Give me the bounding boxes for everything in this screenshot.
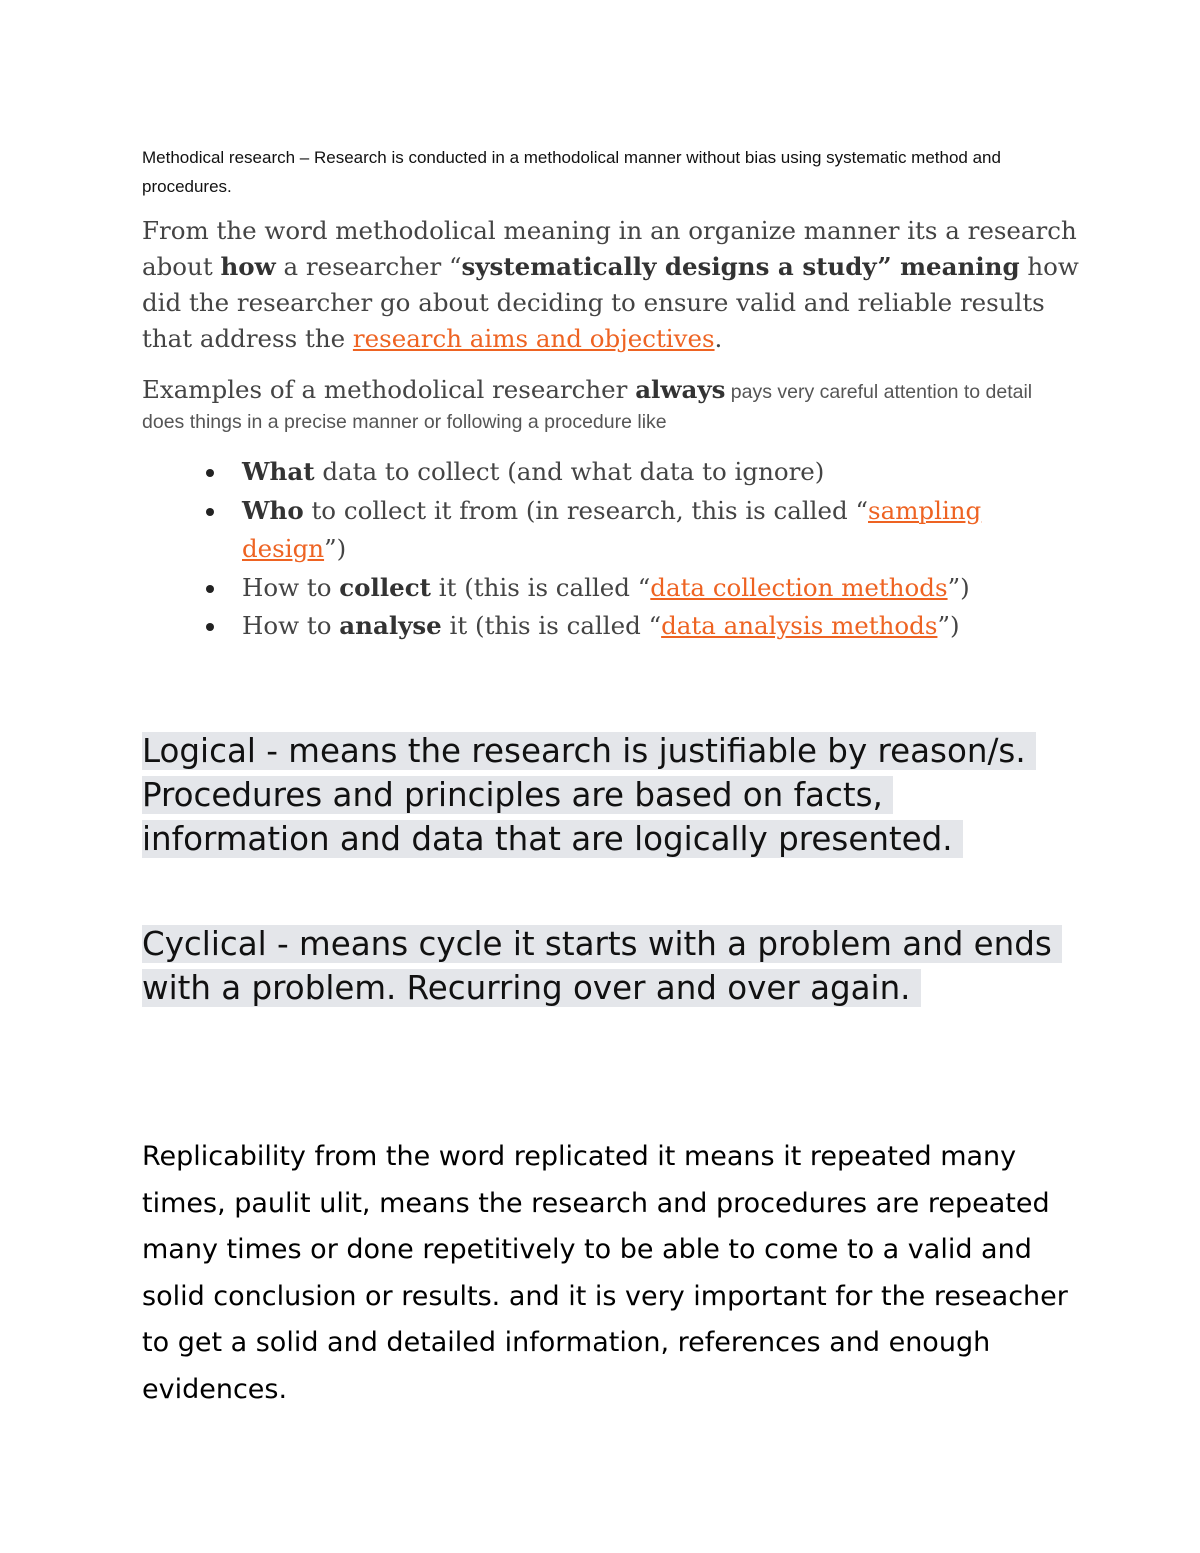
cyclical-text: Cyclical - means cycle it starts with a problem and ends with a problem. Recurring over and over again. [142,925,1062,1007]
list-item-pre: How to [242,572,340,602]
list-item-bold: analyse [339,611,442,640]
definition-part2: a researcher “ [275,252,462,281]
list-item-text-after: ”) [324,534,347,563]
methodical-text: Methodical research – Research is conducted in a methodolical manner without bias using systematic method and procedures. [142,148,1001,196]
list-item-text-after: ”) [937,611,960,640]
replicability-paragraph [142,1134,1072,1413]
list-item-what [142,453,1062,492]
methodical-paragraph [142,143,1042,201]
definition-bold-how: how [220,252,276,281]
list-item-text: data to collect (and what data to ignore) [314,457,825,486]
sampling-design-link[interactable]: sampling design [242,495,982,563]
examples-serif-text: Examples of a methodolical researcher [142,375,636,404]
replicability-text: Replicability from the word replicated it means it repeated many times, paulit ulit, means the research and procedures are repeated many times or done repetitively to be able to come to a valid and solid conclusion or results. and it is very important for the reseacher to get a solid and detailed information, references and enough evidences. [142,1141,1068,1405]
definition-bold-systematically: systematically designs a study” meaning [461,252,1020,281]
definition-part4: . [714,324,723,353]
list-item-collect [142,569,1062,608]
list-item-pre: How to [242,611,340,640]
procedure-list [142,453,1062,646]
research-aims-link[interactable]: research aims and objectives [352,324,715,353]
list-item-bold: collect [339,572,431,602]
definition-paragraph [142,213,1082,357]
list-item-text-after: ”) [947,572,970,602]
examples-paragraph [142,374,1072,437]
list-item-bold: What [242,457,315,486]
cyclical-paragraph [142,922,1072,1010]
data-collection-methods-link[interactable]: data collection methods [650,572,948,602]
definition-part3: how did the researcher go about deciding to ensure valid and reliable results that address the [142,252,1079,353]
list-item-text: it (this is called “ [430,572,651,602]
logical-text: Logical - means the research is justifiable by reason/s. Procedures and principles are based on facts, information and data that are logically presented. [142,732,1036,858]
list-item-analyse [142,607,1062,646]
logical-paragraph [142,729,1072,861]
list-item-who [142,492,1062,569]
list-item-bold: Who [242,495,304,525]
data-analysis-methods-link[interactable]: data analysis methods [661,611,938,640]
examples-bold-always: always [635,375,726,404]
list-item-text: it (this is called “ [441,611,662,640]
examples-sans-text: pays very careful attention to detail does things in a precise manner or following a procedure like [142,381,1033,433]
definition-part1: From the word methodolical meaning in an organize manner its a research about [142,216,1077,281]
list-item-text: to collect it from (in research, this is called “ [303,495,869,525]
